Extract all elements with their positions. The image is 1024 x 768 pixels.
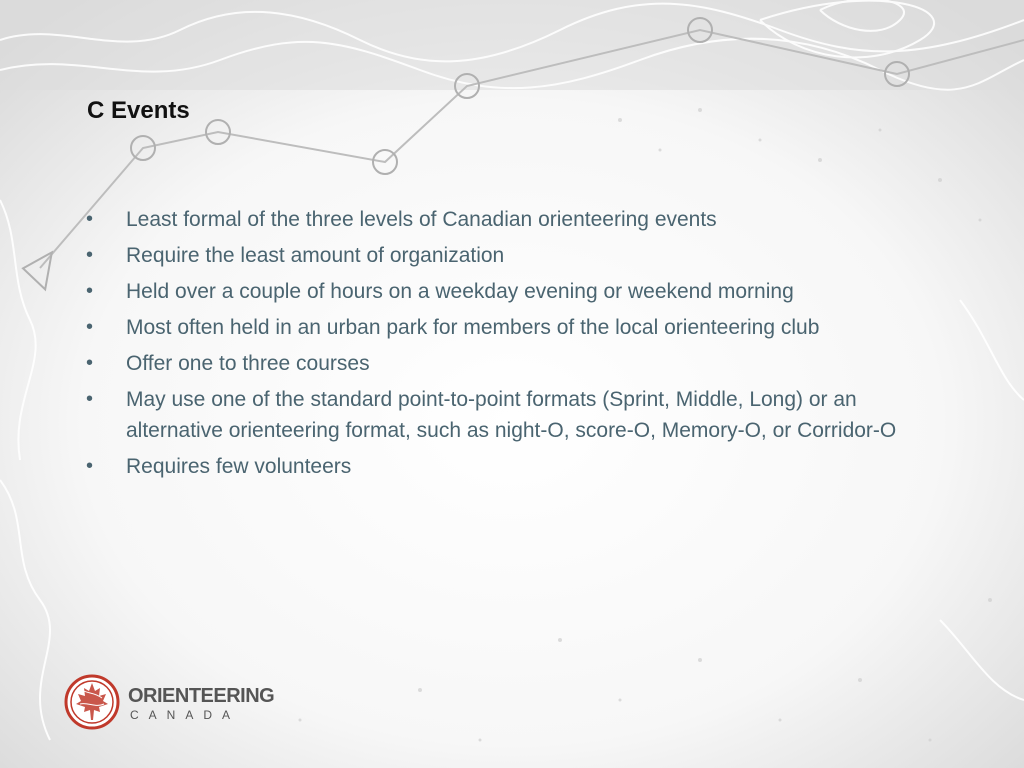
bullet-dot: • bbox=[86, 352, 94, 374]
bullet-text: Offer one to three courses bbox=[126, 352, 370, 375]
bullet-dot: • bbox=[86, 388, 94, 410]
bullet-dot: • bbox=[86, 244, 94, 266]
orienteering-canada-logo bbox=[64, 672, 275, 732]
logo-wordmark: ORIENTEERING bbox=[128, 685, 275, 707]
bullet-text: Least formal of the three levels of Canadian orienteering events bbox=[126, 208, 717, 231]
bullet-list bbox=[86, 204, 936, 487]
list-item bbox=[86, 240, 936, 271]
list-item bbox=[86, 451, 936, 482]
list-item bbox=[86, 312, 936, 343]
list-item bbox=[86, 348, 936, 379]
list-item bbox=[86, 204, 936, 235]
bullet-text: May use one of the standard point-to-point formats (Sprint, Middle, Long) or an alternative orienteering format, such as night-O, score-O, Memory-O, or Corridor-O bbox=[126, 388, 897, 442]
bullet-dot: • bbox=[86, 316, 94, 338]
bullet-text: Held over a couple of hours on a weekday evening or weekend morning bbox=[126, 280, 794, 303]
list-item bbox=[86, 276, 936, 307]
logo-subtitle: CANADA bbox=[130, 708, 241, 722]
bullet-dot: • bbox=[86, 208, 94, 230]
bullet-text: Most often held in an urban park for members of the local orienteering club bbox=[126, 316, 820, 339]
slide-title: C Events bbox=[87, 97, 190, 124]
bullet-dot: • bbox=[86, 455, 94, 477]
bullet-text: Requires few volunteers bbox=[126, 455, 352, 478]
list-item bbox=[86, 384, 936, 446]
bullet-dot: • bbox=[86, 280, 94, 302]
bullet-text: Require the least amount of organization bbox=[126, 244, 505, 267]
maple-leaf-compass-icon bbox=[64, 674, 120, 730]
